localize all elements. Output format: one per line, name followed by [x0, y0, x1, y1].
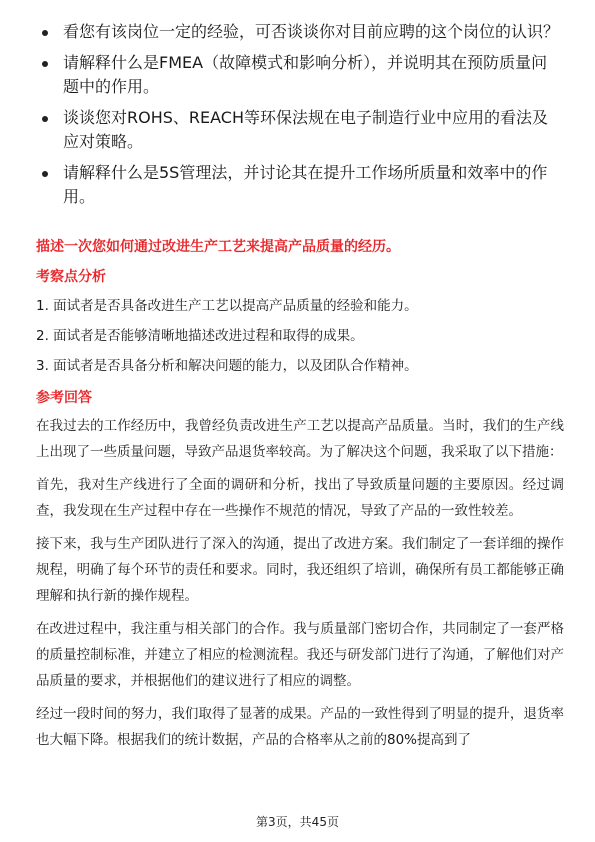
- page-number: 第3页，共45页: [256, 815, 339, 829]
- bullet-dot-icon: [42, 171, 48, 177]
- bullet-text: 请解释什么是5S管理法，并讨论其在提升工作场所质量和效率中的作用。: [63, 163, 548, 206]
- analysis-item: 3. 面试者是否具备分析和解决问题的能力，以及团队合作精神。: [36, 358, 418, 374]
- bullet-dot-icon: [42, 30, 48, 36]
- bullet-dot-icon: [42, 116, 48, 122]
- answer-paragraph: 接下来，我与生产团队进行了深入的沟通，提出了改进方案。我们制定了一套详细的操作规程，明确了每个环节的责任和要求。同时，我还组织了培训，确保所有员工都能够正确理解和执行新的操作规程。: [36, 536, 564, 604]
- bullet-item: [40, 51, 560, 99]
- question-heading: 描述一次您如何通过改进生产工艺来提高产品质量的经历。: [36, 239, 400, 255]
- answer-paragraph: 在改进过程中，我注重与相关部门的合作。我与质量部门密切合作，共同制定了一套严格的质量控制标准，并建立了相应的检测流程。我还与研发部门进行了沟通，了解他们对产品质量的要求，并根据他们的建议进行了相应的调整。: [36, 621, 564, 689]
- bullet-text: 请解释什么是FMEA（故障模式和影响分析），并说明其在预防质量问题中的作用。: [63, 53, 548, 96]
- analysis-list: [36, 296, 566, 386]
- answer-paragraph: 经过一段时间的努力，我们取得了显著的成果。产品的一致性得到了明显的提升，退货率也大幅下降。根据我们的统计数据，产品的合格率从之前的80%提高到了: [36, 706, 564, 748]
- bullet-text: 谈谈您对ROHS、REACH等环保法规在电子制造行业中应用的看法及应对策略。: [63, 108, 548, 151]
- answer-paragraph: 在我过去的工作经历中，我曾经负责改进生产工艺以提高产品质量。当时，我们的生产线上出现了一些质量问题，导致产品退货率较高。为了解决这个问题，我采取了以下措施：: [36, 418, 564, 460]
- answer-title: 参考回答: [36, 390, 92, 406]
- bullet-item: [40, 106, 560, 154]
- analysis-title: 考察点分析: [36, 269, 106, 285]
- analysis-item: 2. 面试者是否能够清晰地描述改进过程和取得的成果。: [36, 328, 364, 344]
- bullet-item: [40, 20, 560, 44]
- bullet-text: 看您有该岗位一定的经验，可否谈谈你对目前应聘的这个岗位的认识？: [63, 22, 560, 41]
- bullet-item: [40, 161, 560, 209]
- bullet-dot-icon: [42, 61, 48, 67]
- analysis-item: 1. 面试者是否具备改进生产工艺以提高产品质量的经验和能力。: [36, 298, 418, 314]
- question-bullet-list: [40, 20, 560, 216]
- answer-paragraph: 首先，我对生产线进行了全面的调研和分析，找出了导致质量问题的主要原因。经过调查，我发现在生产过程中存在一些操作不规范的情况，导致了产品的一致性较差。: [36, 477, 564, 519]
- answer-body: [36, 413, 564, 760]
